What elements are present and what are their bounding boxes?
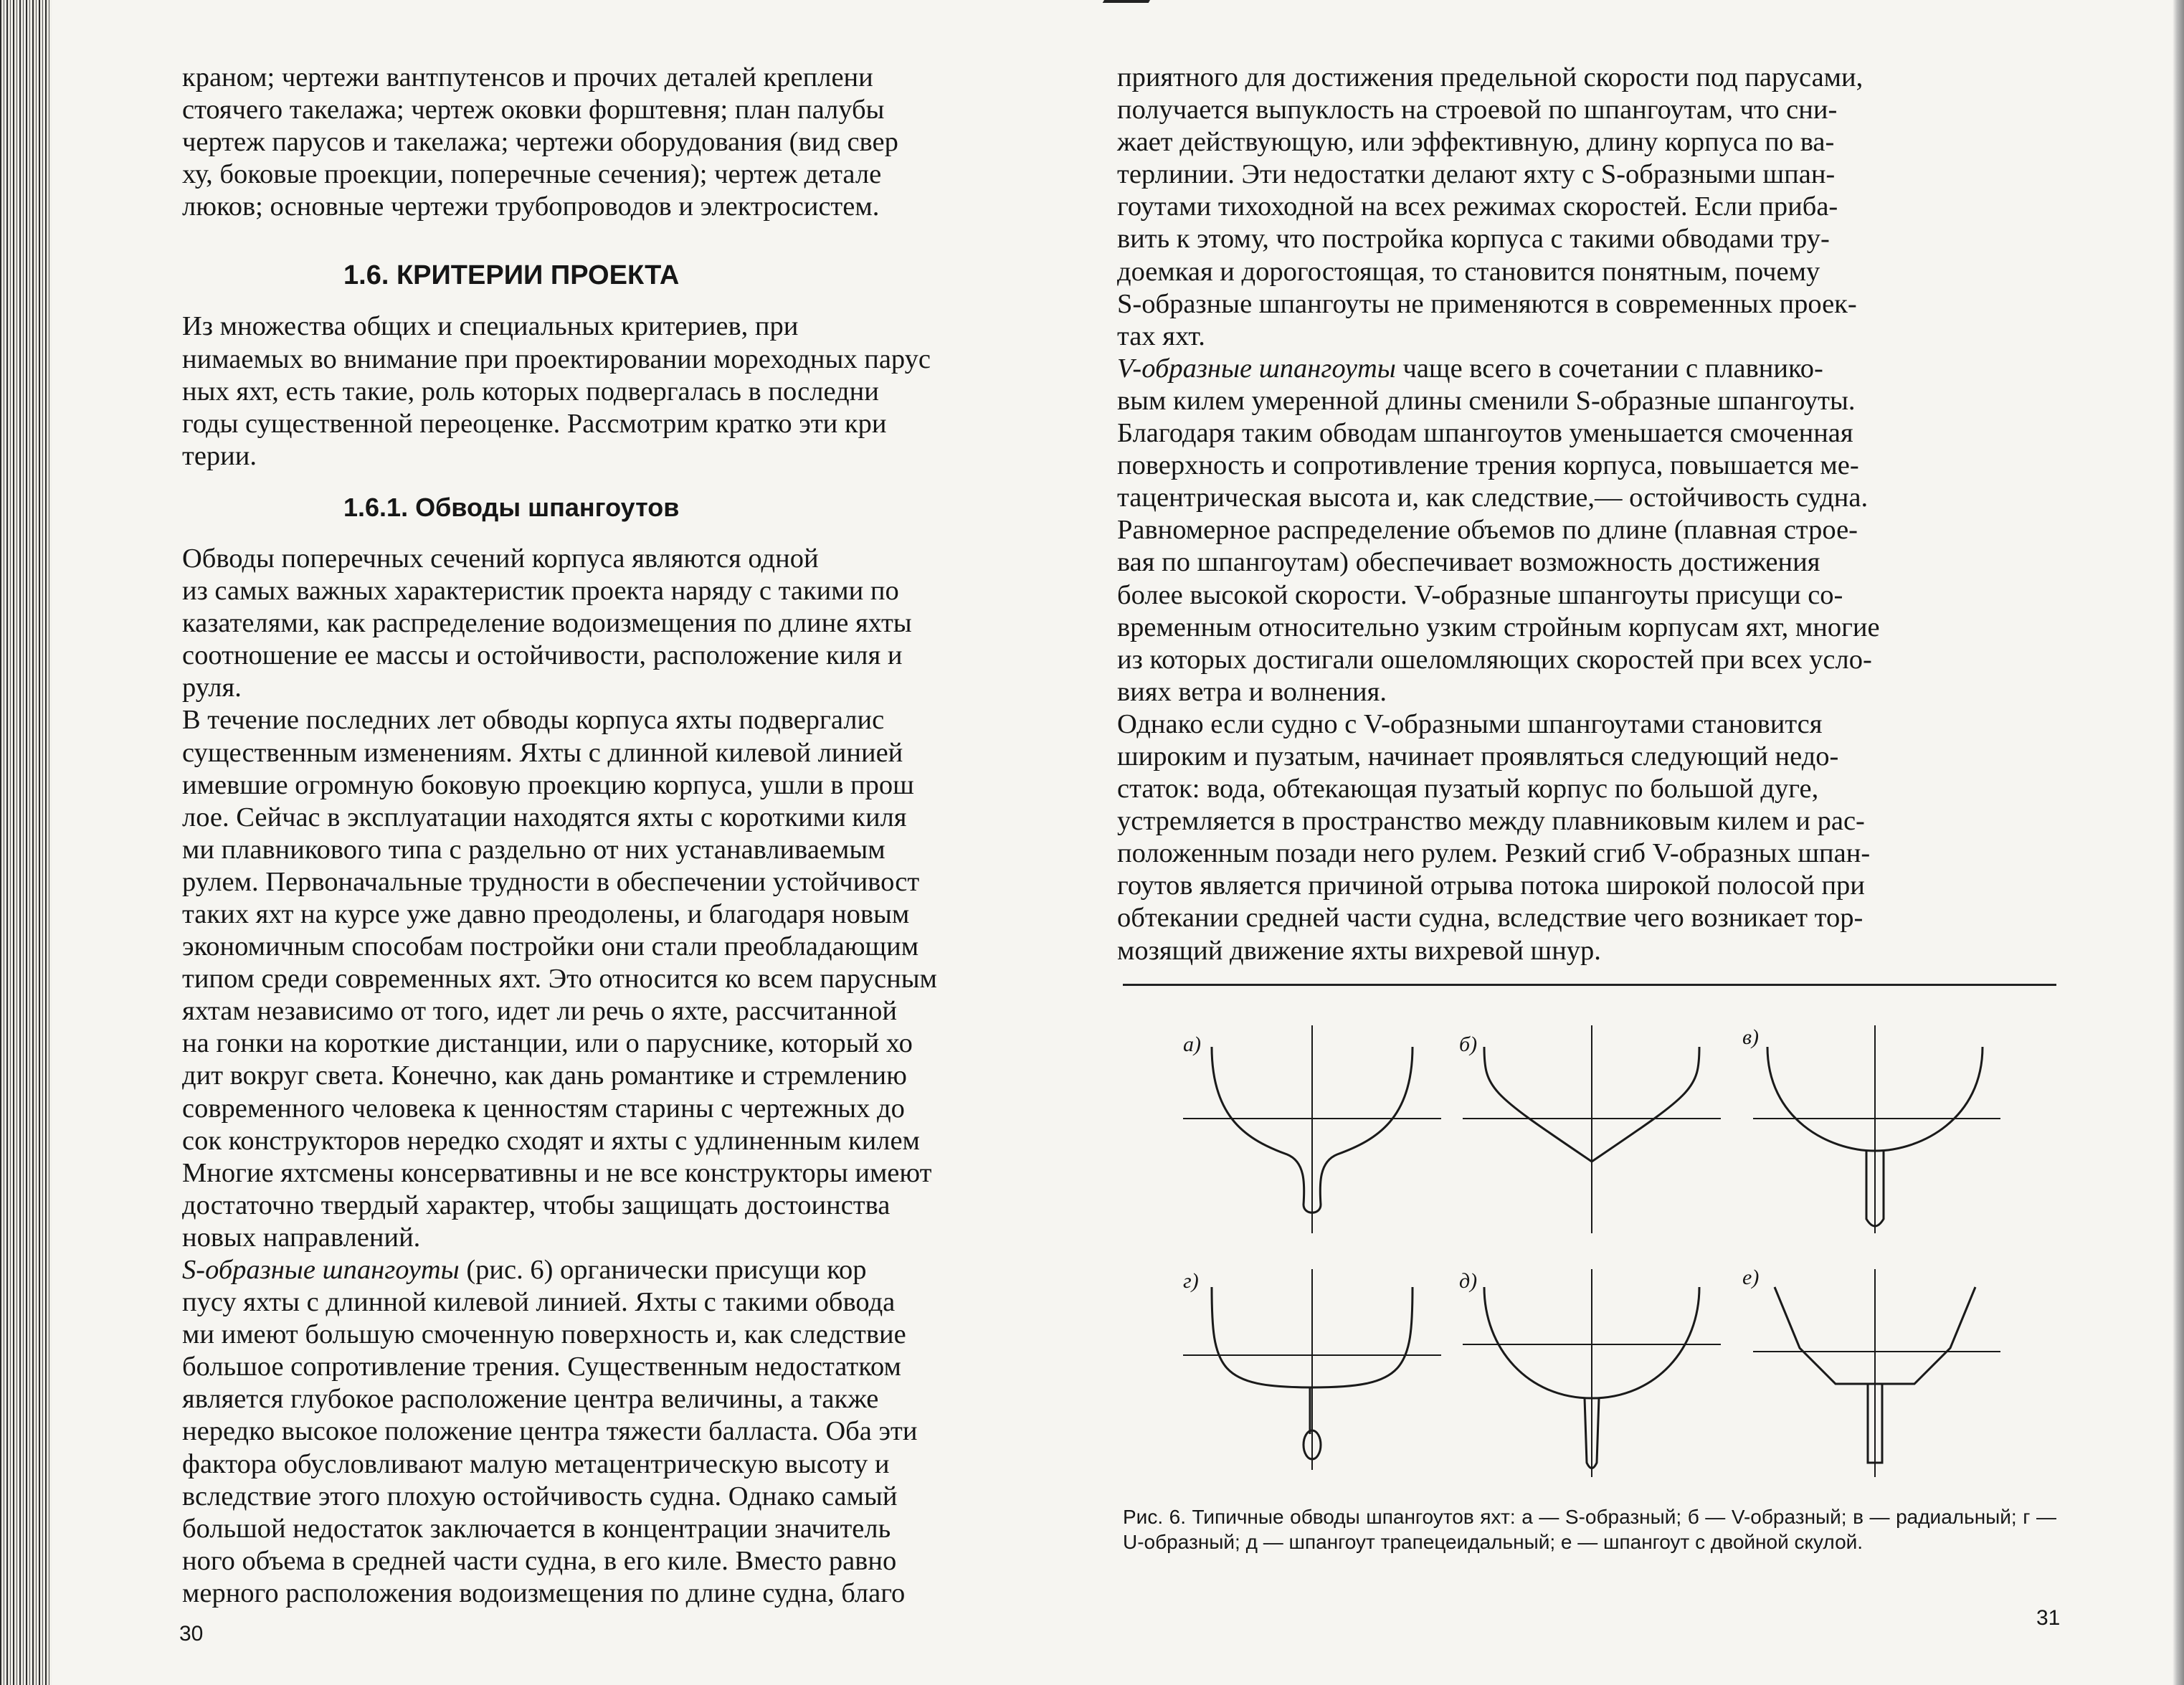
paragraph-3-body: (рис. 6) органически присущи кор пусу яхты с длинной килевой линией. Яхты с такими обвода ми имеют большую смоченную поверхность и, как следствие большое сопротивление трения. Существенным недостатком является глубокое расположение центра величины, а также нередко высокое положение центра тяжести балласта. Оба эти фактора обусловливают малую метацентрическую высоту и вследствие этого плохую остойчивость судна. Однако самый большой недостаток заключается в концентрации значитель ного объема в средней части судна, в его киле. Вместо равно мерного расположения водоизмещения по длине судна, благо bbox=[182, 1255, 918, 1608]
section-d-u-shaped bbox=[1183, 1269, 1441, 1470]
figure-caption: Рис. 6. Типичные обводы шпангоутов яхт: а — S-образный; б — V-образный; в — радиальный; г — U-образный; д — шпангоут трапецеидальный; е — шпангоут с двойной скулой. bbox=[1123, 1506, 2056, 1553]
paragraph-3 bbox=[182, 1254, 1102, 1610]
figure-label-a: а) bbox=[1183, 1033, 1201, 1056]
figure-label-b: б) bbox=[1459, 1033, 1478, 1056]
section-b-v-shaped bbox=[1463, 1025, 1721, 1233]
left-page-column bbox=[182, 62, 1102, 1610]
right-paragraph-3: Однако если судно с V-образными шпангоутами становится широким и пузатым, начинает проявляться следующий недо- статок: вода, обтекающая пузатый корпус по большой дуге, устремляется в пространство между плавниковым килем и рас- положенным позади него рулем. Резкий сгиб V-образных шпан- гоутов является причиной отрыва потока широкой полосой при обтекании средней части судна, вследствие чего возникает тор- мозящий движение яхты вихревой шнур. bbox=[1117, 708, 1871, 966]
figure-divider bbox=[1123, 984, 2056, 986]
s-frames-term: S-образные шпангоуты bbox=[182, 1255, 460, 1285]
scan-mark bbox=[1098, 0, 1150, 10]
section-title: 1.6. КРИТЕРИИ ПРОЕКТА bbox=[343, 260, 680, 291]
right-paragraph-2-body: чаще всего в сочетании с плавнико- вым килем умеренной длины сменили S-образные шпангоуты. Благодаря таким обводам шпангоутов уменьшается смоченная поверхность и сопротивление трения корпуса, повышается ме- тацентрическая высота и, как следствие,— остойчивость судна. Равномерное распределение объемов по длине (плавная строе- вая по шпангоутам) обеспечивает возможность достижения более высокой скорости. V-образные шпангоуты присущи со- временным относительно узким стройным корпусам яхт, многие из которых достигали ошеломляющих скоростей при всех усло- виях ветра и волнения. bbox=[1117, 353, 1880, 707]
figure-6-hull-sections bbox=[1169, 1011, 2058, 1484]
section-paragraph: Из множества общих и специальных критериев, при нимаемых во внимание при проектировании мореходных парус ных яхт, есть такие, роль которых подвергалась в последни годы существенной переоценке. Рассмотрим кратко эти кри терии. bbox=[182, 311, 931, 471]
section-f-double-chine bbox=[1753, 1269, 2000, 1477]
right-paragraph-2 bbox=[1117, 353, 2056, 708]
section-e-trapezoidal bbox=[1463, 1269, 1721, 1477]
figure-label-f: е) bbox=[1742, 1266, 1760, 1289]
figure-label-d: г) bbox=[1183, 1269, 1199, 1293]
v-frames-term: V-образные шпангоуты bbox=[1117, 353, 1396, 384]
intro-paragraph: краном; чертежи вантпутенсов и прочих деталей креплени стоячего такелажа; чертеж оковки форштевня; план палубы чертеж парусов и такелажа; чертежи оборудования (вид свер ху, боковые проекции, поперечные сечения); чертеж детале люков; основные чертежи трубопроводов и электросистем. bbox=[182, 62, 898, 222]
paragraph-2: В течение последних лет обводы корпуса яхты подвергалис существенным изменениям. Яхты с длинной килевой линией имевшие огромную боковую проекцию корпуса, ушли в прош лое. Сейчас в эксплуатации находятся яхты с короткими киля ми плавникового типа с раздельно от них устанавливаемым рулем. Первоначальные трудности в обеспечении устойчивост таких яхт на курсе уже давно преодолены, и благодаря новым экономичным способам постройки они стали преобладающим типом среди современных яхт. Это относится ко всем парусным яхтам независимо от того, идет ли речь о яхте, рассчитанной на гонки на короткие дистанции, или о паруснике, который хо дит вокруг света. Конечно, как дань романтике и стремлению современного человека к ценностям старины с чертежных до сок конструкторов нередко сходят и яхты с удлиненным килем Многие яхтсмены консервативны и не все конструкторы имеют достаточно твердый характер, чтобы защищать достоинства новых направлений. bbox=[182, 705, 937, 1253]
paragraph-1: Обводы поперечных сечений корпуса являются одной из самых важных характеристик проекта наряду с такими по казателями, как распределение водоизмещения по длине яхты соотношение ее массы и остойчивости, расположение киля и руля. bbox=[182, 543, 912, 703]
figure-label-c: в) bbox=[1742, 1025, 1760, 1049]
right-paragraph-1: приятного для достижения предельной скорости под парусами, получается выпуклость на строевой по шпангоутам, что сни- жает действующую, или эффективную, длину корпуса по ва- терлинии. Эти недостатки делают яхту с S-образными шпан- гоутами тихоходной на всех режимах скоростей. Если приба- вить к этому, что постройка корпуса с такими обводами тру- доемкая и дорогостоящая, то становится понятным, почему S-образные шпангоуты не применяются в современных проек- тах яхт. bbox=[1117, 62, 1863, 351]
section-c-radial bbox=[1753, 1025, 2000, 1233]
subsection-title: 1.6.1. Обводы шпангоутов bbox=[343, 492, 680, 522]
figure-label-e: д) bbox=[1459, 1269, 1478, 1293]
page-number-left: 30 bbox=[179, 1622, 204, 1646]
section-a-s-shaped bbox=[1183, 1025, 1441, 1233]
book-binding-shadow bbox=[0, 0, 52, 1685]
right-page-column bbox=[1117, 62, 2056, 967]
page-edge-shadow bbox=[2173, 0, 2184, 1685]
page-number-right: 31 bbox=[2036, 1606, 2061, 1630]
